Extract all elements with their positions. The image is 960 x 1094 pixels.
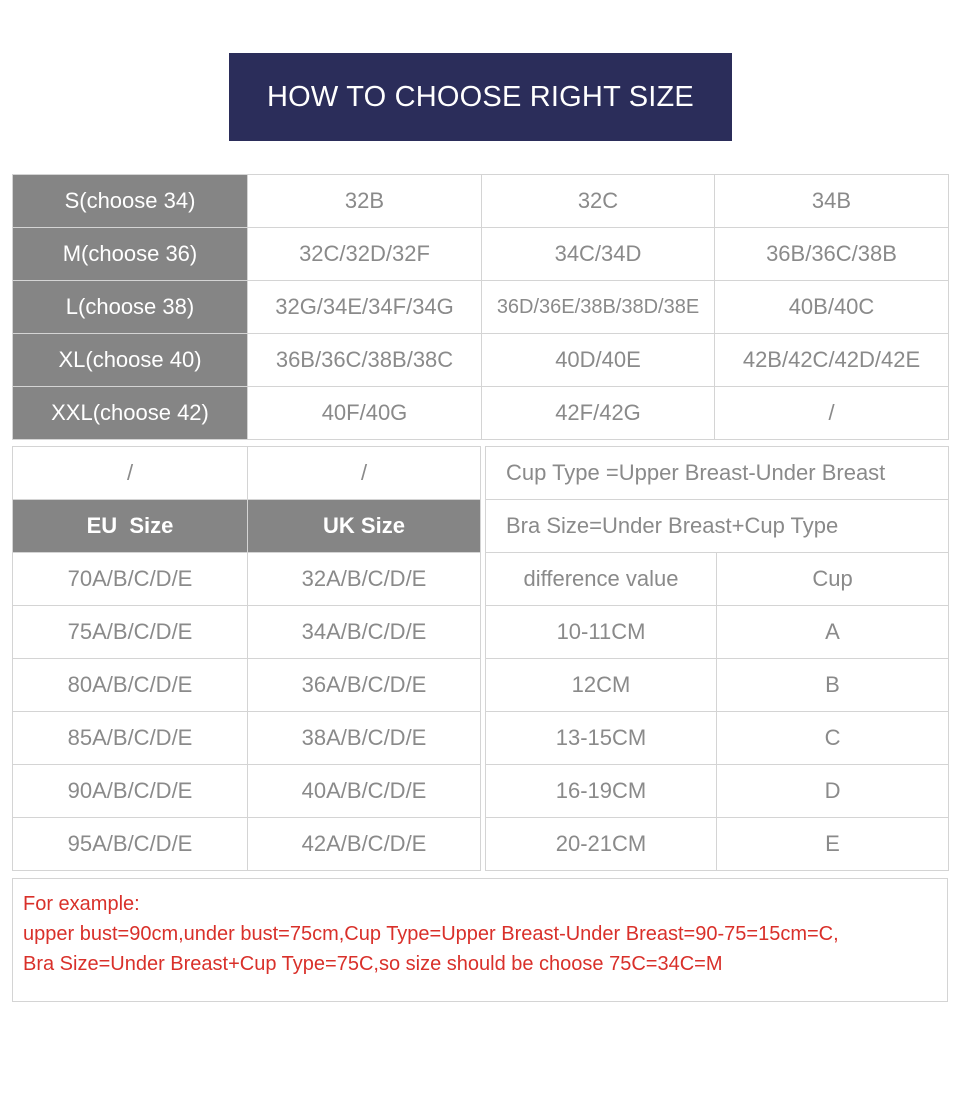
eu-size-cell: 95A/B/C/D/E (13, 818, 248, 871)
size-cell: 32B (248, 175, 482, 228)
difference-value-cell: 13-15CM (486, 712, 717, 765)
uk-size-cell: 40A/B/C/D/E (248, 765, 481, 818)
size-label: XXL(choose 42) (13, 387, 248, 440)
table-row (486, 447, 949, 500)
table-row (13, 553, 481, 606)
difference-value-cell: 12CM (486, 659, 717, 712)
table-row (13, 281, 949, 334)
difference-value-cell: 16-19CM (486, 765, 717, 818)
cup-cell: D (717, 765, 949, 818)
example-box (12, 878, 948, 1002)
difference-value-cell: 20-21CM (486, 818, 717, 871)
table-row (486, 659, 949, 712)
size-cell: 40D/40E (482, 334, 715, 387)
table-row (486, 765, 949, 818)
table-row (13, 387, 949, 440)
placeholder-cell: / (13, 447, 248, 500)
size-cell: 32C/32D/32F (248, 228, 482, 281)
size-cell: 34B (715, 175, 949, 228)
table-header-row (486, 553, 949, 606)
table-row (486, 712, 949, 765)
table-row (13, 659, 481, 712)
uk-size-cell: 38A/B/C/D/E (248, 712, 481, 765)
cup-type-table (485, 446, 949, 871)
uk-size-cell: 42A/B/C/D/E (248, 818, 481, 871)
size-conversion-table (12, 174, 949, 440)
uk-size-cell: 32A/B/C/D/E (248, 553, 481, 606)
size-cell: 40F/40G (248, 387, 482, 440)
table-row (13, 447, 481, 500)
size-label: L(choose 38) (13, 281, 248, 334)
table-row (13, 818, 481, 871)
table-row (13, 606, 481, 659)
cup-type-formula: Cup Type =Upper Breast-Under Breast (486, 447, 949, 500)
table-row (13, 334, 949, 387)
uk-size-header: UK Size (248, 500, 481, 553)
table-row (486, 818, 949, 871)
eu-size-cell: 80A/B/C/D/E (13, 659, 248, 712)
eu-size-cell: 90A/B/C/D/E (13, 765, 248, 818)
uk-size-cell: 34A/B/C/D/E (248, 606, 481, 659)
table-row (13, 712, 481, 765)
eu-size-cell: 70A/B/C/D/E (13, 553, 248, 606)
table-row (486, 500, 949, 553)
size-label: M(choose 36) (13, 228, 248, 281)
table-row (486, 606, 949, 659)
example-calculation: upper bust=90cm,under bust=75cm,Cup Type=Upper Breast-Under Breast=90-75=15cm=C, (23, 923, 839, 945)
difference-value-cell: 10-11CM (486, 606, 717, 659)
size-cell: 42F/42G (482, 387, 715, 440)
example-heading: For example: (23, 893, 140, 915)
uk-size-cell: 36A/B/C/D/E (248, 659, 481, 712)
size-cell: 36B/36C/38B/38C (248, 334, 482, 387)
table-row (13, 175, 949, 228)
bra-size-formula: Bra Size=Under Breast+Cup Type (486, 500, 949, 553)
page-title: HOW TO CHOOSE RIGHT SIZE (229, 53, 732, 141)
cup-cell: E (717, 818, 949, 871)
size-label: S(choose 34) (13, 175, 248, 228)
eu-size-cell: 75A/B/C/D/E (13, 606, 248, 659)
size-cell: / (715, 387, 949, 440)
cup-cell: C (717, 712, 949, 765)
size-cell: 42B/42C/42D/42E (715, 334, 949, 387)
difference-value-header: difference value (486, 553, 717, 606)
cup-header: Cup (717, 553, 949, 606)
table-header-row (13, 500, 481, 553)
eu-uk-size-table (12, 446, 481, 871)
cup-cell: A (717, 606, 949, 659)
size-cell: 34C/34D (482, 228, 715, 281)
size-cell: 32G/34E/34F/34G (248, 281, 482, 334)
size-cell: 32C (482, 175, 715, 228)
eu-size-header: EU Size (13, 500, 248, 553)
size-label: XL(choose 40) (13, 334, 248, 387)
table-row (13, 228, 949, 281)
size-cell: 36D/36E/38B/38D/38E (482, 281, 715, 334)
size-cell: 40B/40C (715, 281, 949, 334)
example-conclusion: Bra Size=Under Breast+Cup Type=75C,so size should be choose 75C=34C=M (23, 953, 723, 975)
table-row (13, 765, 481, 818)
size-cell: 36B/36C/38B (715, 228, 949, 281)
eu-size-cell: 85A/B/C/D/E (13, 712, 248, 765)
cup-cell: B (717, 659, 949, 712)
placeholder-cell: / (248, 447, 481, 500)
